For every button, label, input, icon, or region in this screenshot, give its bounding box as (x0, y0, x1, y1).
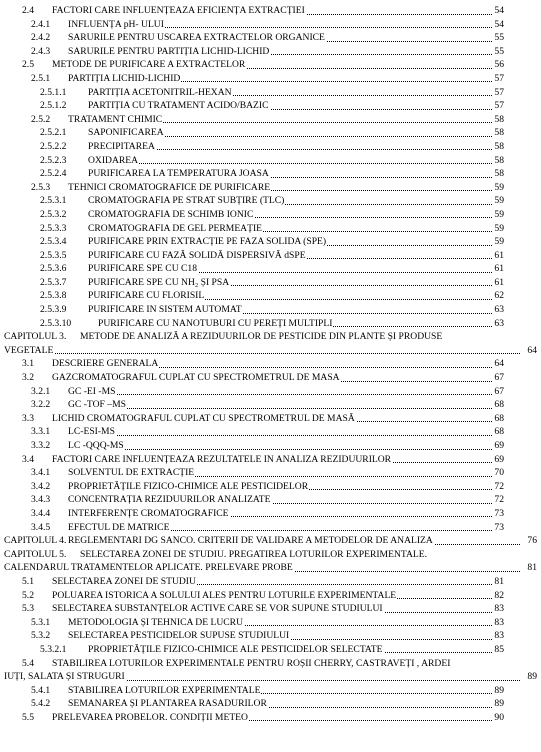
toc-entry[interactable] (0, 684, 541, 698)
toc-entry[interactable] (0, 657, 541, 671)
toc-entry[interactable] (0, 45, 541, 59)
toc-entry-number: 5.3 (22, 603, 34, 615)
toc-entry-number: 2.5.3.7 (40, 276, 67, 288)
toc-entry-title: PARTIȚIA LICHID-LICHID (68, 72, 181, 84)
toc-entry-title: GC -TOF –MS (68, 399, 126, 411)
toc-entry-title: LC-ESI-MS (68, 426, 115, 438)
toc-entry-title: POLUAREA ISTORICA A SOLULUI ALES PENTRU LOTURILE EXPERIMENTALE (52, 589, 397, 601)
toc-entry[interactable] (0, 4, 541, 18)
toc-page-number: 63 (494, 304, 504, 316)
toc-entry-number: 2.4.1 (31, 18, 51, 30)
table-of-contents (0, 4, 541, 724)
toc-entry-number: 3.4.3 (31, 494, 51, 506)
toc-page-number: 90 (494, 711, 504, 723)
toc-entry-title: TEHNICI CROMATOGRAFICE DE PURIFICARE (68, 181, 271, 193)
toc-entry[interactable] (0, 589, 541, 603)
toc-entry[interactable] (0, 126, 541, 140)
toc-page-number: 62 (494, 290, 504, 302)
toc-entry[interactable] (0, 670, 541, 684)
toc-entry-number: 5.4.2 (31, 698, 51, 710)
toc-entry-number: CAPITOLUL 5. (4, 548, 67, 560)
toc-entry-title: PARTIȚIA CU TRATAMENT ACIDO/BAZIC (88, 100, 269, 112)
toc-entry[interactable] (0, 507, 541, 521)
toc-entry-number: 5.5 (22, 711, 34, 723)
toc-page-number: 76 (527, 535, 537, 547)
toc-entry-number: 3.3.1 (31, 426, 51, 438)
toc-page-number: 61 (494, 276, 504, 288)
toc-page-number: 89 (494, 684, 504, 696)
toc-entry-number: 2.5.2.2 (40, 140, 67, 152)
toc-entry-number: 2.5.3.2 (40, 208, 67, 220)
toc-page-number: 81 (527, 562, 537, 574)
toc-entry-number: 3.4.2 (31, 480, 51, 492)
toc-entry[interactable] (0, 99, 541, 113)
toc-page-number: 58 (494, 113, 504, 125)
toc-page-number: 57 (494, 72, 504, 84)
toc-page-number: 57 (494, 100, 504, 112)
toc-entry[interactable] (0, 18, 541, 32)
toc-entry-title: PURIFICARE PRIN EXTRACȚIE PE FAZA SOLIDA (SPE) (88, 236, 327, 248)
toc-entry-title: SELECTAREA ZONEI DE STUDIU (52, 575, 196, 587)
toc-entry-number: 2.5.3.1 (40, 195, 67, 207)
toc-page-number: 61 (494, 249, 504, 261)
toc-entry[interactable] (0, 140, 541, 154)
toc-entry-title: OXIDAREA (88, 154, 139, 166)
toc-page-number: 72 (494, 480, 504, 492)
toc-page-number: 69 (494, 453, 504, 465)
toc-page-number: 73 (494, 507, 504, 519)
toc-entry-title: PURIFICARE CU FLORISIL (88, 290, 205, 302)
toc-entry-title: GC -EI -MS (68, 385, 116, 397)
toc-entry[interactable] (0, 575, 541, 589)
toc-entry[interactable] (0, 317, 541, 331)
toc-entry[interactable] (0, 385, 541, 399)
toc-dot-leader (92, 163, 492, 164)
toc-entry-title: CROMATOGRAFIA PE STRAT SUBȚIRE (TLC) (88, 195, 285, 207)
toc-entry-number: 5.1 (22, 575, 34, 587)
toc-page-number: 58 (494, 154, 504, 166)
toc-entry-number: 5.2 (22, 589, 34, 601)
toc-entry-number: 5.3.2.1 (40, 643, 67, 655)
toc-entry-title: STABILIREA LOTURILOR EXPERIMENTALE (68, 684, 261, 696)
toc-page-number: 59 (494, 195, 504, 207)
toc-entry[interactable] (0, 222, 541, 236)
toc-entry-title: PURIFICARE IN SISTEM AUTOMAT (88, 304, 242, 316)
toc-entry[interactable] (0, 303, 541, 317)
toc-entry-title: SELECTAREA PESTICIDELOR SUPUSE STUDIULUI (68, 630, 290, 642)
toc-entry[interactable] (0, 344, 541, 358)
toc-entry-title: PURIFICARE CU NANOTUBURI CU PEREȚI MULTIPLI (98, 317, 333, 329)
toc-entry-title: SARURILE PENTRU PARTIȚIA LICHID-LICHID (68, 45, 270, 57)
toc-entry[interactable] (0, 289, 541, 303)
toc-page-number: 72 (494, 494, 504, 506)
toc-entry-title: GAZCROMATOGRAFUL CUPLAT CU SPECTROMETRUL DE MASA (52, 372, 340, 384)
toc-entry-title: FACTORI CARE INFLUENȚEAZA EFICIENȚA EXTRACȚIEI (52, 5, 305, 16)
toc-dot-leader (8, 353, 520, 354)
toc-page-number: 68 (494, 412, 504, 424)
toc-entry-title: SELECTAREA ZONEI DE STUDIU. PREGATIREA LOTURILOR EXPERIMENTALE. (80, 548, 428, 560)
toc-entry-number: 5.3.2 (31, 630, 51, 642)
toc-entry-number: 2.5.2.1 (40, 127, 67, 139)
toc-dot-leader (72, 408, 492, 409)
toc-entry[interactable] (0, 412, 541, 426)
toc-page-number: 59 (494, 236, 504, 248)
toc-entry[interactable] (0, 711, 541, 725)
toc-entry-title: SARURILE PENTRU USCAREA EXTRACTELOR ORGANICE (68, 32, 325, 44)
toc-entry[interactable] (0, 602, 541, 616)
toc-entry-title: CROMATOGRAFIA DE SCHIMB IONIC (88, 208, 254, 220)
toc-entry-title: PRECIPITAREA (88, 140, 155, 152)
toc-entry-title: DESCRIERE GENERALA (52, 358, 159, 370)
toc-entry-title: PURIFICARE SPE CU C18 (88, 263, 198, 275)
toc-entry[interactable] (0, 697, 541, 711)
toc-entry-title: IUȚI, SALATA ȘI STRUGURI (4, 671, 125, 683)
toc-entry[interactable] (0, 194, 541, 208)
toc-page-number: 81 (494, 575, 504, 587)
toc-entry-number: 3.1 (22, 358, 34, 370)
toc-page-number: 68 (494, 399, 504, 411)
toc-entry-title: STABILIREA LOTURILOR EXPERIMENTALE PENTRU ROȘII CHERRY, CASTRAVEȚI , ARDEI (52, 657, 451, 669)
toc-entry-number: 2.5.1 (31, 72, 51, 84)
toc-page-number: 61 (494, 263, 504, 275)
toc-page-number: 55 (494, 32, 504, 44)
toc-entry[interactable] (0, 154, 541, 168)
toc-entry-title: PRELEVAREA PROBELOR. CONDIȚII METEO (52, 711, 248, 723)
toc-entry-number: 2.5.2.4 (40, 168, 67, 180)
toc-entry[interactable] (0, 72, 541, 86)
toc-entry-title: CALENDARUL TRATAMENTELOR APLICATE. PRELEVARE PROBE (4, 562, 293, 574)
toc-entry-number: 2.5.3.4 (40, 236, 67, 248)
toc-entry[interactable] (0, 86, 541, 100)
toc-entry-number: 2.5.3.9 (40, 304, 67, 316)
toc-page-number: 57 (494, 86, 504, 98)
toc-entry-title: FACTORI CARE INFLUENȚEAZA REZULTATELE IN ANALIZA REZIDUURILOR (52, 453, 392, 465)
toc-entry-title: METODOLOGIA ȘI TEHNICA DE LUCRU (68, 616, 243, 628)
toc-entry-title: LICHID CROMATOGRAFUL CUPLAT CU SPECTROMETRUL DE MASĂ (52, 412, 355, 424)
toc-page-number: 67 (494, 385, 504, 397)
toc-entry-number: 2.5.1.2 (40, 100, 67, 112)
toc-entry-number: 2.4 (22, 5, 34, 16)
toc-page-number: 83 (494, 616, 504, 628)
toc-entry-number: 2.5.3.8 (40, 290, 67, 302)
toc-page-number: 59 (494, 181, 504, 193)
toc-entry-number: 2.5.2 (31, 113, 51, 125)
toc-entry-title: VEGETALE (4, 344, 54, 356)
toc-entry-title: CONCENTRAȚIA REZIDUURILOR ANALIZATE (68, 494, 271, 506)
toc-page-number: 55 (494, 45, 504, 57)
toc-entry[interactable] (0, 439, 541, 453)
toc-entry-number: 2.5.2.3 (40, 154, 67, 166)
toc-page-number: 59 (494, 222, 504, 234)
toc-entry[interactable] (0, 276, 541, 290)
toc-page-number: 58 (494, 140, 504, 152)
toc-dot-leader (72, 449, 492, 450)
toc-page-number: 67 (494, 372, 504, 384)
toc-entry[interactable] (0, 643, 541, 657)
toc-entry-title: SEMANAREA ȘI PLANTAREA RASADURILOR (68, 698, 267, 710)
toc-entry[interactable] (0, 113, 541, 127)
toc-entry-title: EFECTUL DE MATRICE (68, 521, 170, 533)
toc-entry-title: PURIFICARE SPE CU NH₂ ȘI PSA (88, 276, 230, 288)
toc-entry-number: 5.4.1 (31, 684, 51, 696)
toc-entry-number: 3.2.1 (31, 385, 51, 397)
toc-entry-title: PARTIȚIA ACETONITRIL-HEXAN (88, 86, 232, 98)
toc-entry-number: 2.5.3.6 (40, 263, 67, 275)
toc-entry-number: 2.4.2 (31, 32, 51, 44)
toc-page-number: 64 (494, 358, 504, 370)
toc-entry-number: 2.4.3 (31, 45, 51, 57)
toc-entry[interactable] (0, 262, 541, 276)
toc-entry[interactable] (0, 398, 541, 412)
toc-page-number: 68 (494, 426, 504, 438)
toc-entry-title: SAPONIFICAREA (88, 127, 164, 139)
toc-entry-title: SELECTAREA SUBSTANȚELOR ACTIVE CARE SE VOR SUPUNE STUDIULUI (52, 603, 383, 615)
toc-page-number: 56 (494, 59, 504, 71)
toc-entry-number: 5.4 (22, 657, 34, 669)
toc-entry[interactable] (0, 235, 541, 249)
toc-entry[interactable] (0, 629, 541, 643)
toc-page-number: 63 (494, 317, 504, 329)
toc-page-number: 59 (494, 208, 504, 220)
toc-page-number: 85 (494, 643, 504, 655)
toc-entry-number: 3.4.1 (31, 467, 51, 479)
toc-entry-number: 3.4.5 (31, 521, 51, 533)
toc-entry-number: 3.4.4 (31, 507, 51, 519)
toc-entry[interactable] (0, 167, 541, 181)
toc-entry-title: LC -QQQ-MS (68, 440, 124, 451)
toc-entry-title: PROPRIETĂȚILE FIZICO-CHIMICE ALE PESTICIDELOR SELECTATE (88, 643, 383, 655)
toc-page-number: 58 (494, 168, 504, 180)
toc-page-number: 54 (494, 18, 504, 30)
toc-dot-leader (72, 435, 492, 436)
toc-dot-leader (72, 394, 492, 395)
toc-entry-number: CAPITOLUL 4. (4, 535, 67, 547)
toc-entry-number: CAPITOLUL 3. (4, 331, 67, 343)
toc-page-number: 54 (494, 5, 504, 16)
toc-entry[interactable] (0, 371, 541, 385)
toc-entry-title: INTERFERENȚE CROMATOGRAFICE (68, 507, 229, 519)
toc-entry-title: PURIFICARE CU FAZĂ SOLIDĂ DISPERSIVĂ dSPE (88, 249, 306, 261)
toc-entry[interactable] (0, 425, 541, 439)
toc-entry-title: TRATAMENT CHIMIC (68, 113, 163, 125)
toc-entry-title: METODE DE PURIFICARE A EXTRACTELOR (52, 59, 246, 71)
toc-entry[interactable] (0, 31, 541, 45)
toc-page-number: 82 (494, 589, 504, 601)
toc-entry-number: 3.4 (22, 453, 34, 465)
toc-entry-number: 2.5.3 (31, 181, 51, 193)
toc-entry[interactable] (0, 453, 541, 467)
toc-entry-number: 3.3 (22, 412, 34, 424)
toc-entry[interactable] (0, 521, 541, 535)
toc-entry[interactable] (0, 480, 541, 494)
toc-page-number: 83 (494, 603, 504, 615)
toc-page-number: 89 (494, 698, 504, 710)
toc-page-number: 70 (494, 467, 504, 479)
toc-entry[interactable] (0, 534, 541, 548)
toc-entry-title: PURIFICAREA LA TEMPERATURA JOASA (88, 168, 269, 180)
toc-entry-title: SOLVENTUL DE EXTRACȚIE (68, 467, 195, 479)
toc-entry-number: 2.5.1.1 (40, 86, 67, 98)
toc-entry[interactable] (0, 249, 541, 263)
toc-entry-title: METODE DE ANALIZĂ A REZIDUURILOR DE PESTICIDE DIN PLANTE ȘI PRODUSE (80, 331, 443, 343)
toc-entry-number: 3.3.2 (31, 440, 51, 451)
toc-page-number: 64 (527, 344, 537, 356)
toc-entry[interactable] (0, 181, 541, 195)
toc-entry-number: 2.5.3.10 (40, 317, 72, 329)
toc-entry[interactable] (0, 493, 541, 507)
toc-entry-title: INFLUENȚA pH- ULUI (68, 18, 164, 30)
toc-entry-number: 5.3.1 (31, 616, 51, 628)
toc-page-number: 73 (494, 521, 504, 533)
toc-entry-number: 3.2 (22, 372, 34, 384)
toc-entry[interactable] (0, 548, 541, 562)
toc-entry[interactable] (0, 466, 541, 480)
toc-entry[interactable] (0, 616, 541, 630)
toc-entry[interactable] (0, 208, 541, 222)
toc-entry-number: 2.5.3.3 (40, 222, 67, 234)
toc-entry[interactable] (0, 357, 541, 371)
toc-page-number: 69 (494, 440, 504, 451)
toc-entry-number: 2.5.3.5 (40, 249, 67, 261)
toc-entry[interactable] (0, 330, 541, 344)
toc-entry-number: 3.2.2 (31, 399, 51, 411)
toc-entry-title: REGLEMENTARI DG SANCO. CRITERII DE VALIDARE A METODELOR DE ANALIZA (68, 535, 433, 547)
toc-page-number: 89 (527, 671, 537, 683)
toc-page-number: 58 (494, 127, 504, 139)
toc-entry-title: PROPRIETĂȚILE FIZICO-CHIMICE ALE PESTICIDELOR (68, 480, 309, 492)
toc-entry[interactable] (0, 58, 541, 72)
toc-entry[interactable] (0, 561, 541, 575)
toc-entry-number: 2.5 (22, 59, 34, 71)
toc-page-number: 83 (494, 630, 504, 642)
toc-entry-title: CROMATOGRAFIA DE GEL PERMEAȚIE (88, 222, 263, 234)
